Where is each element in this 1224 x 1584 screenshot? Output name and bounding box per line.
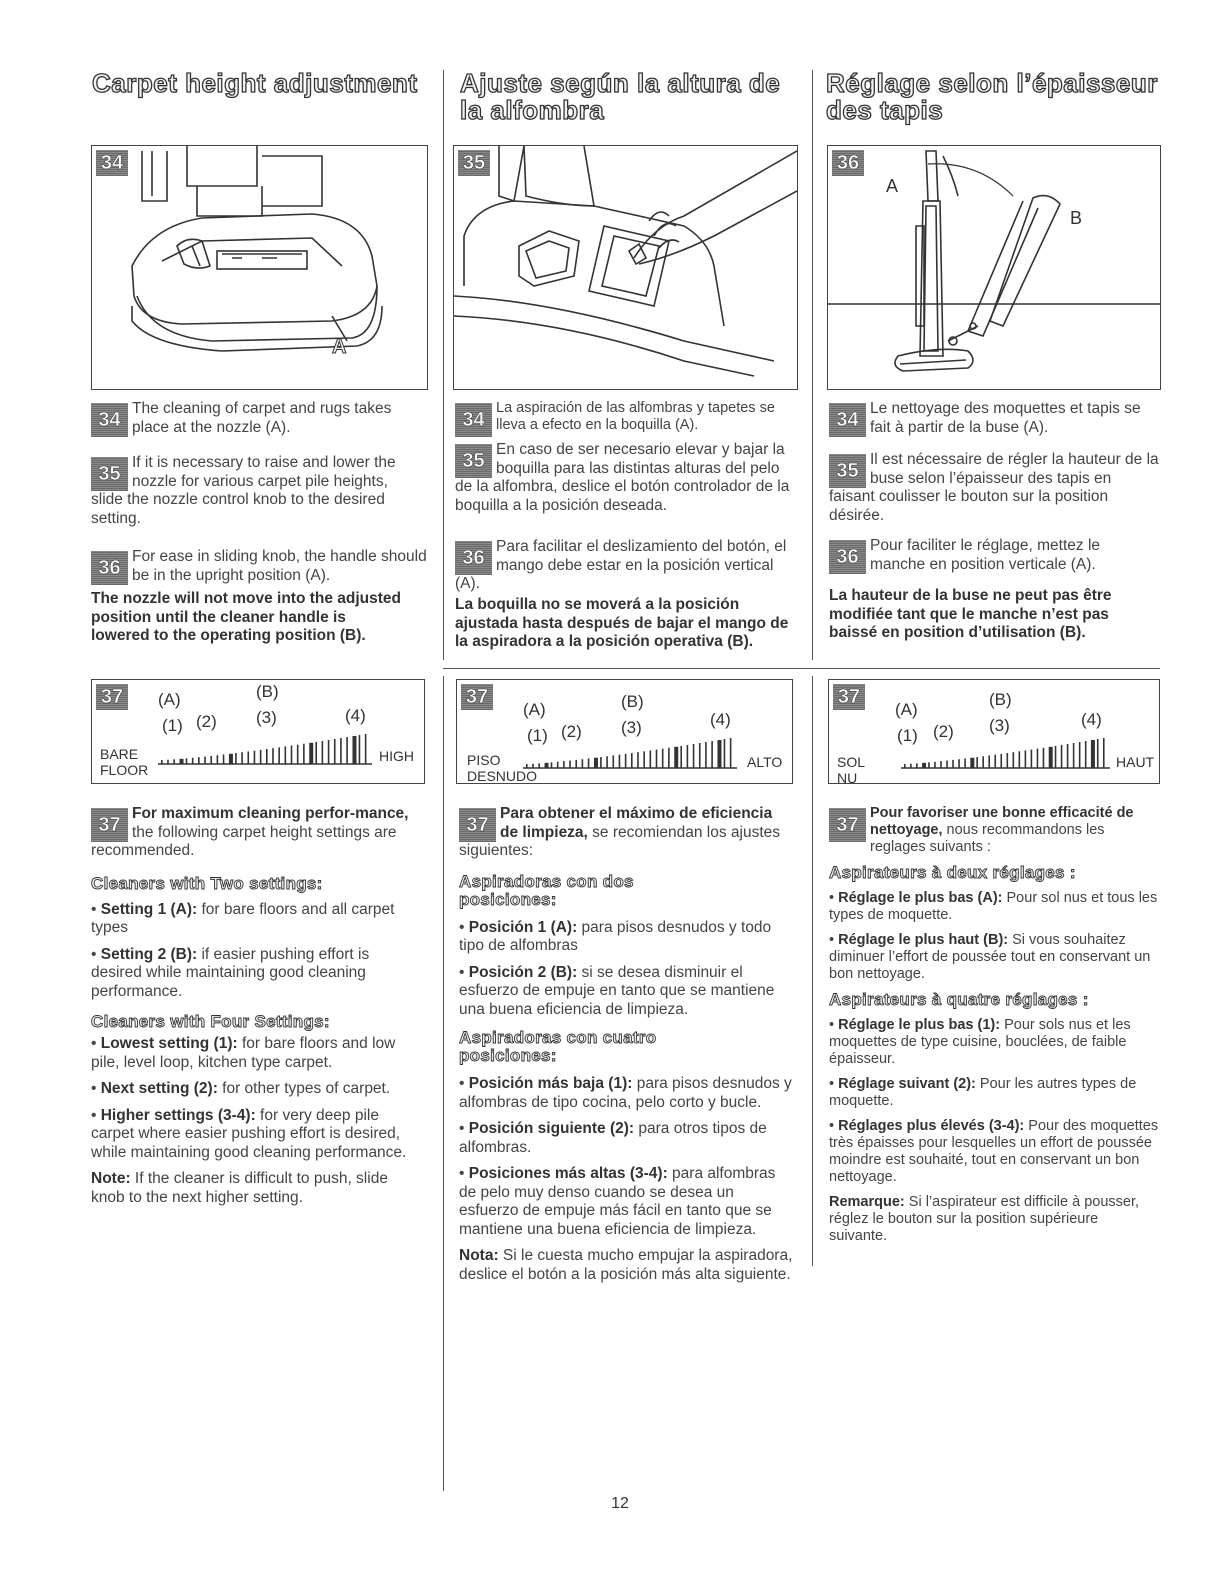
- item-bold: Réglages plus élevés (3-4):: [838, 1118, 1025, 1134]
- para-37: [829, 805, 1159, 856]
- scale-tick: [674, 747, 678, 768]
- scale-tick: [285, 746, 287, 764]
- scale-tick: [910, 764, 912, 768]
- scale-tick: [1043, 748, 1045, 768]
- label-a: A: [886, 176, 899, 196]
- warning-es: La boquilla no se moverá a la posición ajustada hasta después de bajar el mango de la aspiradora a la posición operativa (B).: [455, 596, 789, 650]
- step-badge: 34: [829, 403, 866, 437]
- scale-tick: [217, 755, 219, 764]
- list-item: • Réglage le plus haut (B): Si vous souhaitez diminuer l’effort de poussée tout en conservant un bon nettoyage.: [829, 932, 1151, 982]
- para-bold: Para obtener el máximo de eficiencia de limpieza,: [500, 805, 773, 841]
- item-bold: Higher settings (3-4):: [100, 1106, 256, 1124]
- scale-tick: [637, 752, 639, 768]
- scale-tick: [916, 763, 918, 768]
- note: [829, 1194, 1159, 1245]
- scale-tick: [1079, 742, 1081, 768]
- para-34-fr: [829, 400, 1159, 437]
- scale-tick: [340, 738, 342, 764]
- heading-two-settings: Aspirateurs à deux réglages :: [829, 863, 1076, 882]
- note-label: Remarque:: [829, 1194, 905, 1210]
- scale-tick: [1055, 746, 1057, 768]
- figure-34: [91, 145, 428, 390]
- note-text: Si le cuesta mucho empujar la aspiradora, deslice el botón a la posición más alta siguiente.: [459, 1247, 793, 1283]
- para-37: [91, 805, 421, 861]
- figure-number-badge: 36: [832, 150, 864, 176]
- note-label: Nota:: [459, 1247, 499, 1264]
- scale-tick: [958, 759, 960, 768]
- item-bold: Lowest setting (1):: [100, 1035, 238, 1052]
- scale-low-label: BARE FLOOR: [100, 746, 149, 778]
- para-text: se recomiendan los ajustes siguientes:: [459, 823, 781, 859]
- scale-label-2: (2): [933, 722, 954, 741]
- scale-tick: [976, 757, 978, 768]
- scale-label-2: (2): [561, 722, 582, 741]
- item-text: si se desea disminuir el esfuerzo de empuje en tanto que se mantiene una buena eficiencia de limpieza.: [459, 963, 775, 1018]
- scale-tick: [1000, 754, 1002, 768]
- item-text: for other types of carpet.: [217, 1080, 391, 1097]
- scale-tick: [272, 748, 274, 764]
- item-bold: Next setting (2):: [100, 1080, 218, 1097]
- section-divider: [443, 668, 1160, 669]
- figure-35: [453, 145, 798, 390]
- list-item: • Posición más baja (1): para pisos desnudos y alfombras de tipo cocina, pelo corto y bucle.: [459, 1075, 792, 1111]
- scale-tick: [952, 760, 954, 768]
- scale-tick: [352, 736, 356, 764]
- scale-tick: [656, 750, 658, 768]
- scale-tick: [582, 759, 584, 768]
- scale-low-label: SOL NU: [837, 754, 865, 786]
- page-title-es: Ajuste según la altura de la alfombra: [460, 68, 781, 125]
- scale-tick: [600, 757, 602, 768]
- item-bold: Réglage le plus bas (A):: [838, 890, 1003, 906]
- scale-tick: [904, 764, 906, 768]
- scale-label-b: (B): [989, 690, 1012, 709]
- scale-tick: [346, 737, 348, 764]
- scale-label-a: (A): [895, 700, 918, 719]
- scale-tick: [210, 756, 212, 764]
- step-badge: 35: [455, 444, 492, 478]
- page-title-en: Carpet height adjustment: [92, 68, 418, 98]
- heading-two-settings: Cleaners with Two settings:: [91, 873, 323, 893]
- settings-section-es: [459, 805, 794, 1292]
- para-37: [459, 805, 794, 861]
- scale-label-b: (B): [621, 692, 644, 711]
- scale-tick: [643, 751, 645, 768]
- para-35-fr: [829, 451, 1159, 525]
- step-badge: 34: [455, 403, 492, 437]
- scale-tick: [1085, 741, 1087, 768]
- scale-tick: [631, 753, 633, 768]
- setting-scale-fr: [828, 679, 1160, 784]
- item-text: Pour sols nus et les moquettes de type cuisine, bouclées, de faible épaisseur.: [829, 1017, 1131, 1067]
- scale-tick: [260, 750, 262, 764]
- list-item: • Posiciones más altas (3-4): para alfombras de pelo muy denso cuando se desea un esfuerzo de empuje más fácil en tanto que se mantiene una buena eficiencia de limpieza.: [459, 1165, 776, 1238]
- scale-tick: [687, 745, 689, 768]
- item-text: para alfombras de pelo muy denso cuando se desea un esfuerzo de empuje más fácil en tanto que se mantiene una buena eficiencia de limpieza.: [459, 1165, 776, 1238]
- para-34-en: [91, 400, 426, 437]
- scale-tick: [334, 739, 336, 764]
- scale-tick: [192, 758, 194, 764]
- item-text: para pisos desnudos y alfombras de tipo cocina, pelo corto y bucle.: [459, 1075, 792, 1111]
- list-item: • Réglage le plus bas (A): Pour sol nus et tous les types de moquette.: [829, 890, 1158, 923]
- note: [91, 1170, 421, 1207]
- para-35-es: [455, 441, 795, 515]
- vacuum-nozzle-illustration: [92, 146, 427, 389]
- para-36-es: [455, 538, 795, 594]
- item-bold: Réglage le plus haut (B):: [838, 932, 1009, 948]
- item-text: para pisos desnudos y todo tipo de alfombras: [459, 918, 772, 954]
- warning-fr: La hauteur de la buse ne peut pas être modifiée tant que le manche n’est pas baissé en position d’utilisation (B).: [829, 587, 1112, 641]
- step-badge: 37: [829, 808, 866, 842]
- handle-positions-illustration: [828, 146, 1160, 389]
- scale-tick: [1037, 749, 1039, 768]
- list-item: • Setting 2 (B): if easier pushing effort is desired while maintaining good cleaning performance.: [91, 945, 370, 1000]
- column-divider: [812, 676, 813, 1266]
- item-bold: Setting 1 (A):: [100, 900, 198, 918]
- column-divider: [812, 70, 813, 660]
- scale-tick: [1091, 740, 1095, 768]
- scale-tick: [315, 742, 317, 764]
- scale-label-4: (4): [345, 706, 366, 725]
- scale-tick: [223, 754, 225, 764]
- figure-36: [827, 145, 1161, 390]
- figure-number-badge: 34: [96, 150, 128, 176]
- scale-tick: [970, 758, 974, 768]
- scale-tick: [266, 749, 268, 764]
- para-text: Para facilitar el deslizamiento del botón, el mango debe estar en la posición vertical (A).: [455, 538, 787, 592]
- scale-tick: [946, 761, 948, 768]
- heading-four-settings: Cleaners with Four Settings:: [91, 1012, 330, 1031]
- scale-tick: [730, 738, 732, 768]
- scale-tick: [575, 760, 577, 768]
- scale-tick: [1097, 739, 1099, 768]
- item-text: for bare floors and low pile, level loop, kitchen type carpet.: [91, 1035, 396, 1071]
- list-item: • Réglage le plus bas (1): Pour sols nus et les moquettes de type cuisine, bouclées, de faible épaisseur.: [829, 1017, 1131, 1067]
- scale-tick: [241, 752, 243, 764]
- scale-tick: [526, 764, 528, 768]
- scale-tick: [650, 750, 652, 768]
- scale-high-label: HAUT: [1116, 754, 1155, 770]
- scale-tick: [1025, 750, 1027, 768]
- item-bold: Posiciones más altas (3-4):: [468, 1165, 668, 1182]
- item-bold: Posición siguiente (2):: [468, 1120, 635, 1137]
- scale-high-label: HIGH: [379, 748, 414, 764]
- note-text: If the cleaner is difficult to push, slide knob to the next higher setting.: [91, 1170, 388, 1206]
- scale-tick: [291, 746, 293, 764]
- scale-low-label: PISO DESNUDO: [467, 752, 538, 784]
- scale-tick: [662, 749, 664, 768]
- scale-tick: [982, 756, 984, 768]
- scale-tick: [612, 755, 614, 768]
- scale-label-4: (4): [710, 710, 731, 729]
- item-bold: Posición más baja (1):: [468, 1075, 633, 1092]
- item-text: Si vous souhaitez diminuer l’effort de poussée tout en conservant un bon nettoyage.: [829, 932, 1151, 982]
- item-text: for bare floors and all carpet types: [91, 900, 395, 936]
- list-item: • Réglages plus élevés (3-4): Pour des moquettes très épaisses pour lesquelles un effort de poussée moindre est souhaité, tout en conservant un bon nettoyage.: [829, 1118, 1159, 1185]
- list-item: • Next setting (2): for other types of carpet.: [91, 1080, 391, 1097]
- scale-tick: [161, 760, 163, 764]
- scale-tick: [569, 761, 571, 768]
- item-bold: Posición 2 (B):: [468, 963, 578, 981]
- heading-four-settings: Aspirateurs à quatre réglages :: [829, 990, 1089, 1009]
- list-item: • Posición siguiente (2): para otros tipos de alfombras.: [459, 1120, 767, 1156]
- scale-label-3: (3): [256, 708, 277, 727]
- para-36-en: [91, 548, 431, 585]
- height-scale-ticks: [523, 736, 743, 772]
- scale-tick: [1031, 750, 1033, 768]
- scale-tick: [1103, 738, 1105, 768]
- para-text: If it is necessary to raise and lower the nozzle for various carpet pile heights, slide the nozzle control knob to the desired setting.: [91, 454, 396, 527]
- scale-tick: [928, 762, 930, 768]
- list-item: • Réglage suivant (2): Pour les autres types de moquette.: [829, 1076, 1137, 1109]
- para-text: Il est nécessaire de régler la hauteur de la buse selon l’épaisseur des tapis en faisant coulisser le bouton sur la position désirée.: [829, 451, 1159, 524]
- figure-number-badge: 35: [458, 150, 490, 176]
- scale-label-1: (1): [162, 716, 183, 735]
- warning-en: The nozzle will not move into the adjusted position until the cleaner handle is lowered to the operating position (B).: [91, 590, 402, 644]
- nozzle-knob-illustration: [454, 146, 797, 389]
- list-item: • Lowest setting (1): for bare floors and low pile, level loop, kitchen type carpet.: [91, 1035, 396, 1071]
- scale-tick: [1061, 745, 1063, 768]
- para-36-fr: [829, 537, 1159, 574]
- scale-tick: [680, 746, 682, 768]
- scale-tick: [254, 751, 256, 764]
- scale-tick: [606, 756, 608, 768]
- column-divider: [443, 676, 444, 1491]
- heading-two-settings: Aspiradoras con dos posiciones:: [459, 871, 634, 909]
- scale-label-1: (1): [527, 726, 548, 745]
- scale-tick: [668, 748, 670, 768]
- item-text: Pour sol nus et tous les types de moquette.: [829, 890, 1158, 923]
- scale-tick: [229, 754, 233, 764]
- scale-tick: [964, 758, 966, 768]
- scale-tick: [594, 758, 598, 768]
- para-text: En caso de ser necesario elevar y bajar la boquilla para las distintas alturas del pelo de la alfombra, deslice el botón controlador de la boquilla a la posición deseada.: [455, 441, 790, 514]
- step-badge: 37: [91, 808, 128, 842]
- scale-tick: [180, 759, 184, 764]
- heading-four-settings: Aspiradoras con cuatro posiciones:: [459, 1028, 657, 1065]
- scale-tick: [922, 763, 926, 768]
- scale-tick: [988, 755, 990, 768]
- para-35-en: [91, 454, 421, 528]
- scale-tick: [1067, 744, 1069, 768]
- step-badge: 34: [91, 403, 128, 437]
- settings-section-fr: [829, 805, 1159, 1253]
- scale-tick: [173, 759, 175, 764]
- list-item: • Setting 1 (A): for bare floors and all carpet types: [91, 900, 395, 936]
- scale-tick: [705, 742, 707, 768]
- scale-tick: [1013, 752, 1015, 768]
- scale-tick: [1073, 743, 1075, 768]
- scale-label-1: (1): [897, 726, 918, 745]
- item-text: if easier pushing effort is desired while maintaining good cleaning performance.: [91, 945, 370, 1000]
- figure-number-badge: 37: [96, 684, 128, 710]
- scale-high-label: ALTO: [747, 754, 783, 770]
- note-text: Si l’aspirateur est difficile à pousser, réglez le bouton sur la position supérieure suivante.: [829, 1194, 1140, 1244]
- scale-label-3: (3): [621, 718, 642, 737]
- page-title-fr: Réglage selon l’épaisseur des tapis: [826, 68, 1158, 125]
- scale-label-3: (3): [989, 716, 1010, 735]
- scale-tick: [204, 757, 206, 764]
- scale-tick: [365, 734, 367, 764]
- item-text: Pour les autres types de moquette.: [829, 1076, 1137, 1109]
- scale-tick: [297, 745, 299, 764]
- scale-tick: [1007, 753, 1009, 768]
- scale-tick: [359, 735, 361, 764]
- scale-tick: [693, 744, 695, 768]
- setting-scale-es: [456, 679, 793, 784]
- scale-tick: [538, 763, 540, 768]
- step-badge: 37: [459, 808, 496, 842]
- item-bold: Réglage le plus bas (1):: [838, 1017, 1001, 1033]
- scale-tick: [724, 739, 726, 768]
- scale-tick: [619, 755, 621, 768]
- scale-tick: [551, 762, 553, 768]
- height-scale-ticks: [158, 732, 378, 768]
- scale-tick: [625, 754, 627, 768]
- scale-tick: [934, 762, 936, 768]
- scale-label-a: (A): [158, 690, 181, 709]
- settings-section-en: [91, 805, 421, 1215]
- scale-tick: [711, 741, 713, 768]
- item-text: Pour des moquettes très épaisses pour lesquelles un effort de poussée moindre est souhaité, tout en conservant un bon nettoyage.: [829, 1118, 1159, 1185]
- scale-tick: [545, 763, 549, 768]
- scale-tick: [532, 764, 534, 768]
- para-34-es: [455, 400, 790, 437]
- para-text: For ease in sliding knob, the handle should be in the upright position (A).: [132, 548, 427, 584]
- list-item: • Posición 1 (A): para pisos desnudos y todo tipo de alfombras: [459, 918, 772, 954]
- step-badge: 35: [91, 457, 128, 491]
- scale-tick: [328, 740, 330, 764]
- para-bold: For maximum cleaning perfor-mance,: [132, 805, 409, 822]
- note-label: Note:: [91, 1170, 131, 1187]
- para-text: Pour faciliter le réglage, mettez le manche en position verticale (A).: [870, 537, 1101, 573]
- column-divider: [443, 70, 444, 660]
- scale-tick: [563, 761, 565, 768]
- scale-tick: [235, 753, 237, 764]
- list-item: • Posición 2 (B): si se desea disminuir el esfuerzo de empuje en tanto que se mantiene una buena eficiencia de limpieza.: [459, 963, 775, 1018]
- scale-tick: [940, 761, 942, 768]
- scale-label-b: (B): [256, 682, 279, 701]
- scale-tick: [309, 743, 313, 764]
- label-b: B: [1070, 208, 1083, 228]
- page-number: 12: [611, 1495, 629, 1512]
- label-a: A: [332, 336, 347, 358]
- scale-tick: [699, 743, 701, 768]
- scale-tick: [278, 747, 280, 764]
- scale-label-a: (A): [523, 700, 546, 719]
- item-bold: Posición 1 (A):: [468, 918, 578, 936]
- scale-label-2: (2): [196, 712, 217, 731]
- para-text: the following carpet height settings are recommended.: [91, 823, 397, 859]
- item-bold: Setting 2 (B):: [100, 945, 198, 963]
- scale-tick: [247, 751, 249, 764]
- scale-tick: [186, 758, 188, 764]
- scale-tick: [322, 741, 324, 764]
- para-bold: Pour favoriser une bonne efficacité de nettoyage,: [870, 805, 1134, 838]
- scale-tick: [303, 744, 305, 764]
- para-text: The cleaning of carpet and rugs takes place at the nozzle (A).: [132, 400, 392, 436]
- para-text: La aspiración de las alfombras y tapetes se lleva a efecto en la boquilla (A).: [496, 400, 775, 433]
- scale-tick: [198, 757, 200, 764]
- step-badge: 36: [455, 541, 492, 575]
- list-item: • Higher settings (3-4): for very deep pile carpet where easier pushing effort is desired, while maintaining good cleaning performance.: [91, 1106, 407, 1161]
- step-badge: 36: [829, 540, 866, 574]
- scale-tick: [1019, 751, 1021, 768]
- step-badge: 35: [829, 454, 866, 488]
- figure-number-badge: 37: [833, 684, 865, 710]
- setting-scale-en: [91, 679, 425, 784]
- step-badge: 36: [91, 551, 128, 585]
- scale-tick: [557, 762, 559, 768]
- figure-number-badge: 37: [461, 684, 493, 710]
- para-text: Le nettoyage des moquettes et tapis se fait à partir de la buse (A).: [870, 400, 1141, 436]
- scale-tick: [167, 760, 169, 764]
- note: [459, 1247, 794, 1284]
- para-text: nous recommandons les reglages suivants :: [870, 822, 1105, 855]
- scale-tick: [994, 755, 996, 768]
- item-text: for very deep pile carpet where easier pushing effort is desired, while maintaining good cleaning performance.: [91, 1106, 407, 1161]
- item-bold: Réglage suivant (2):: [838, 1076, 976, 1092]
- item-text: para otros tipos de alfombras.: [459, 1120, 767, 1156]
- height-scale-ticks: [901, 736, 1116, 772]
- scale-tick: [588, 758, 590, 768]
- scale-label-4: (4): [1081, 710, 1102, 729]
- scale-tick: [717, 740, 721, 768]
- scale-tick: [1049, 747, 1053, 768]
